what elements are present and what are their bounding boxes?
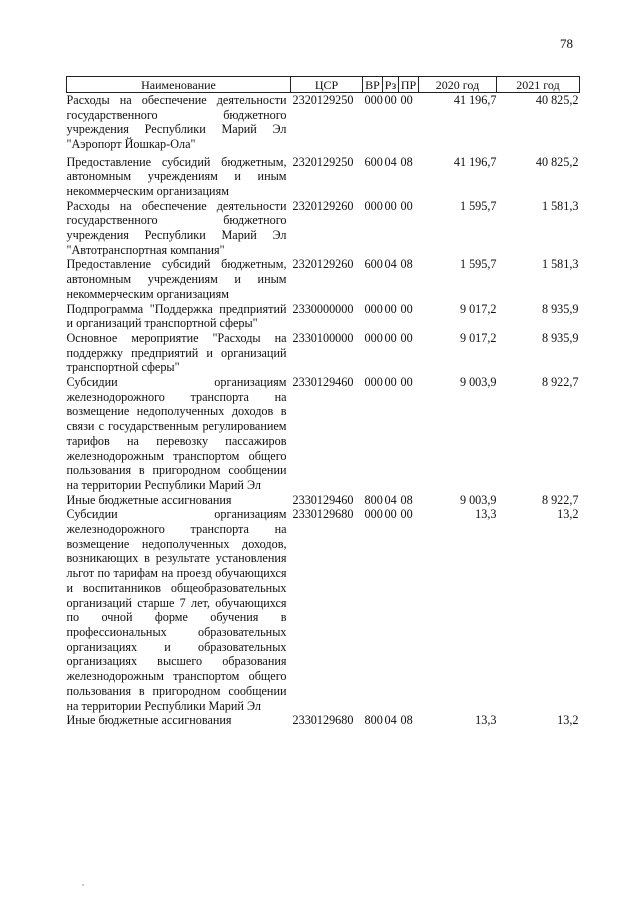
row-name: Субсидии организациям железнодорожного транспорта на возмещение недополученных доходов, возникающих в результате установления льгот по тарифам на проезд обучающихся и воспитанников общеобразовательных организаций старше 7 лет, обучающихся по очной форме обучения в профессиональных образовательных организациях и образовательных организациях высшего образования железнодорожным транспортом общего пользования в пригородном сообщении на территории Республики Марий Эл <box>66 507 287 713</box>
row-2021: 13,2 <box>557 507 579 522</box>
table-header <box>67 77 580 93</box>
row-name: Подпрограмма "Поддержка предприятий и организаций транспортной сферы" <box>66 301 287 331</box>
row-pr: 08 <box>400 257 413 272</box>
table-row <box>67 331 580 375</box>
row-name: Расходы на обеспечение деятельности государственного бюджетного учреждения Республики Марий Эл "Аэропорт Йошкар-Ола" <box>66 93 287 152</box>
row-vr: 000 <box>364 301 383 316</box>
row-pr: 00 <box>400 301 413 316</box>
header-2020: 2020 год <box>419 77 497 93</box>
row-pr: 00 <box>400 330 413 345</box>
row-vr: 000 <box>364 507 383 522</box>
row-csr: 2330000000 <box>292 301 354 316</box>
row-rz: 00 <box>384 198 397 213</box>
row-name: Субсидии организациям железнодорожного транспорта на возмещение недополученных доходов в связи с государственным регулированием тарифов на перевозку пассажиров железнодорожным транспортом общего пользования в пригородном сообщении на территории Республики Марий Эл <box>66 375 287 492</box>
row-2021: 1 581,3 <box>541 198 579 213</box>
table-row <box>67 713 580 728</box>
table-row <box>67 93 580 155</box>
table-row <box>67 199 580 258</box>
row-vr: 800 <box>364 713 383 728</box>
row-csr: 2320129250 <box>292 154 354 169</box>
row-pr: 08 <box>400 492 413 507</box>
row-name: Иные бюджетные ассигнования <box>66 492 232 507</box>
row-vr: 000 <box>364 93 383 107</box>
row-2021: 8 935,9 <box>541 301 579 316</box>
row-rz: 00 <box>384 330 397 345</box>
row-pr: 00 <box>400 198 413 213</box>
row-2020: 13,3 <box>475 507 497 522</box>
table-row <box>67 493 580 508</box>
row-2021: 40 825,2 <box>535 154 579 169</box>
row-csr: 2320129250 <box>292 93 354 107</box>
table-row <box>67 257 580 301</box>
row-2021: 8 922,7 <box>541 492 579 507</box>
row-csr: 2330100000 <box>292 330 354 345</box>
row-name: Расходы на обеспечение деятельности государственного бюджетного учреждения Республики Марий Эл "Автотранспортная компания" <box>66 198 287 257</box>
header-pr: ПР <box>399 77 419 93</box>
row-2020: 9 003,9 <box>459 492 497 507</box>
row-vr: 800 <box>364 492 383 507</box>
row-2020: 41 196,7 <box>453 93 497 107</box>
row-rz: 04 <box>384 492 397 507</box>
row-2020: 9 003,9 <box>459 375 497 390</box>
row-rz: 00 <box>384 93 397 107</box>
row-2020: 1 595,7 <box>459 198 497 213</box>
row-csr: 2330129680 <box>292 507 354 522</box>
row-2021: 13,2 <box>557 713 579 728</box>
row-2020: 9 017,2 <box>459 330 497 345</box>
row-2021: 40 825,2 <box>535 93 579 107</box>
page-number: 78 <box>560 36 573 51</box>
row-rz: 04 <box>384 713 397 728</box>
row-vr: 000 <box>364 375 383 390</box>
header-2021: 2021 год <box>497 77 580 93</box>
budget-table <box>66 76 580 728</box>
row-pr: 08 <box>400 713 413 728</box>
table-body <box>67 93 580 728</box>
row-2021: 1 581,3 <box>541 257 579 272</box>
row-pr: 00 <box>400 375 413 390</box>
row-name: Предоставление субсидий бюджетным, автономным учреждениям и иным некоммерческим организациям <box>66 257 287 301</box>
row-csr: 2330129460 <box>292 375 354 390</box>
row-pr: 00 <box>400 507 413 522</box>
row-rz: 00 <box>384 507 397 522</box>
row-rz: 04 <box>384 257 397 272</box>
row-rz: 04 <box>384 154 397 169</box>
row-2020: 41 196,7 <box>453 154 497 169</box>
table-row <box>67 302 580 331</box>
row-csr: 2330129680 <box>292 713 354 728</box>
row-vr: 000 <box>364 198 383 213</box>
row-pr: 08 <box>400 154 413 169</box>
header-rz: Рз <box>383 77 399 93</box>
header-name: Наименование <box>67 77 291 93</box>
row-vr: 000 <box>364 330 383 345</box>
row-vr: 600 <box>364 257 383 272</box>
header-csr: ЦСР <box>291 77 363 93</box>
row-pr: 00 <box>400 93 413 107</box>
table-row <box>67 155 580 199</box>
row-2021: 8 922,7 <box>541 375 579 390</box>
row-rz: 00 <box>384 375 397 390</box>
row-vr: 600 <box>364 154 383 169</box>
row-name: Предоставление субсидий бюджетным, автономным учреждениям и иным некоммерческим организациям <box>66 154 287 198</box>
row-2020: 9 017,2 <box>459 301 497 316</box>
row-2021: 8 935,9 <box>541 330 579 345</box>
row-2020: 13,3 <box>475 713 497 728</box>
row-2020: 1 595,7 <box>459 257 497 272</box>
header-vr: ВР <box>363 77 383 93</box>
row-name: Основное мероприятие "Расходы на поддержку предприятий и организаций транспортной сферы" <box>66 330 287 375</box>
row-name: Иные бюджетные ассигнования <box>66 713 232 728</box>
table-row <box>67 507 580 713</box>
row-rz: 00 <box>384 301 397 316</box>
row-csr: 2320129260 <box>292 198 354 213</box>
scan-speck <box>82 884 84 886</box>
table-row <box>67 375 580 493</box>
row-csr: 2320129260 <box>292 257 354 272</box>
row-csr: 2330129460 <box>292 492 354 507</box>
